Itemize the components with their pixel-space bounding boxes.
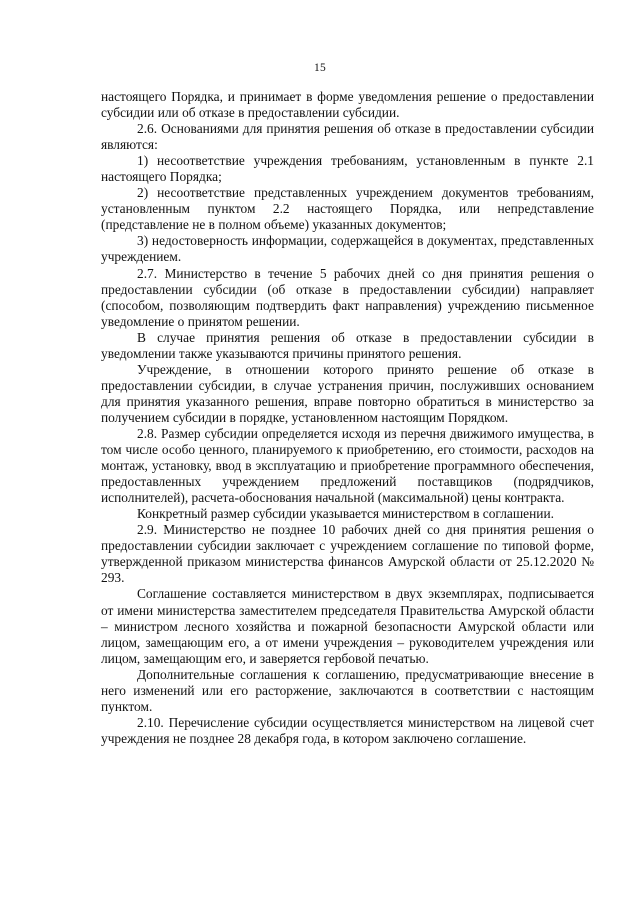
- paragraph-2-6-item-2: 2) несоответствие представленных учреждением документов требованиям, установленным пунктом 2.2 настоящего Порядка, или непредставление (представление не в полном объеме) указанных документов;: [101, 185, 594, 233]
- paragraph-2-7-refusal-notice: В случае принятия решения об отказе в предоставлении субсидии в уведомлении также указываются причины принятого решения.: [101, 329, 594, 361]
- paragraph-2-8-amount: Конкретный размер субсидии указывается министерством в соглашении.: [137, 506, 554, 522]
- paragraph-2-9-additional: Дополнительные соглашения к соглашению, предусматривающие внесение в него изменений или его расторжение, заключаются в соответствии с настоящим пунктом.: [101, 666, 594, 714]
- paragraph-2-9: 2.9. Министерство не позднее 10 рабочих дней со дня принятия решения о предоставлении субсидии заключает с учреждением соглашение по типовой форме, утвержденной приказом министерства финансов Амурской области от 25.12.2020 № 293.: [101, 522, 594, 586]
- paragraph-2-7-reapplication: Учреждение, в отношении которого принято решение об отказе в предоставлении субсидии, в случае устранения причин, послуживших основанием для принятия указанного решения, вправе повторно обратиться в министерство за получением субсидии в порядке, установленном настоящим Порядком.: [101, 361, 594, 425]
- document-body: [101, 89, 594, 747]
- paragraph-continuation: настоящего Порядка, и принимает в форме уведомления решение о предоставлении субсидии или об отказе в предоставлении субсидии.: [101, 89, 594, 121]
- paragraph-2-6-item-1: 1) несоответствие учреждения требованиям, установленным в пункте 2.1 настоящего Порядка;: [101, 153, 594, 185]
- paragraph-2-8: 2.8. Размер субсидии определяется исходя из перечня движимого имущества, в том числе особо ценного, планируемого к приобретению, его стоимости, расходов на монтаж, установку, ввод в эксплуатацию и приобретение программного обеспечения, предоставленных учреждением предложений поставщиков (подрядчиков, исполнителей), расчета-обоснования начальной (максимальной) цены контракта.: [101, 425, 594, 506]
- page-number: 15: [314, 62, 326, 74]
- paragraph-2-9-agreement: Соглашение составляется министерством в двух экземплярах, подписывается от имени министерства заместителем председателя Правительства Амурской области – министром лесного хозяйства и пожарной безопасности Амурской области или лицом, замещающим его, а от имени учреждения – руководителем учреждения или лицом, замещающим его, и заверяется гербовой печатью.: [101, 586, 594, 666]
- paragraph-2-6: 2.6. Основаниями для принятия решения об отказе в предоставлении субсидии являются:: [101, 121, 594, 153]
- paragraph-2-7: 2.7. Министерство в течение 5 рабочих дней со дня принятия решения о предоставлении субсидии (об отказе в предоставлении субсидии) направляет (способом, позволяющим подтвердить факт направления) учреждению письменное уведомление о принятом решении.: [101, 265, 594, 329]
- paragraph-2-6-item-3: 3) недостоверность информации, содержащейся в документах, представленных учреждением.: [101, 233, 594, 265]
- paragraph-2-10: 2.10. Перечисление субсидии осуществляется министерством на лицевой счет учреждения не позднее 28 декабря года, в котором заключено соглашение.: [101, 714, 594, 746]
